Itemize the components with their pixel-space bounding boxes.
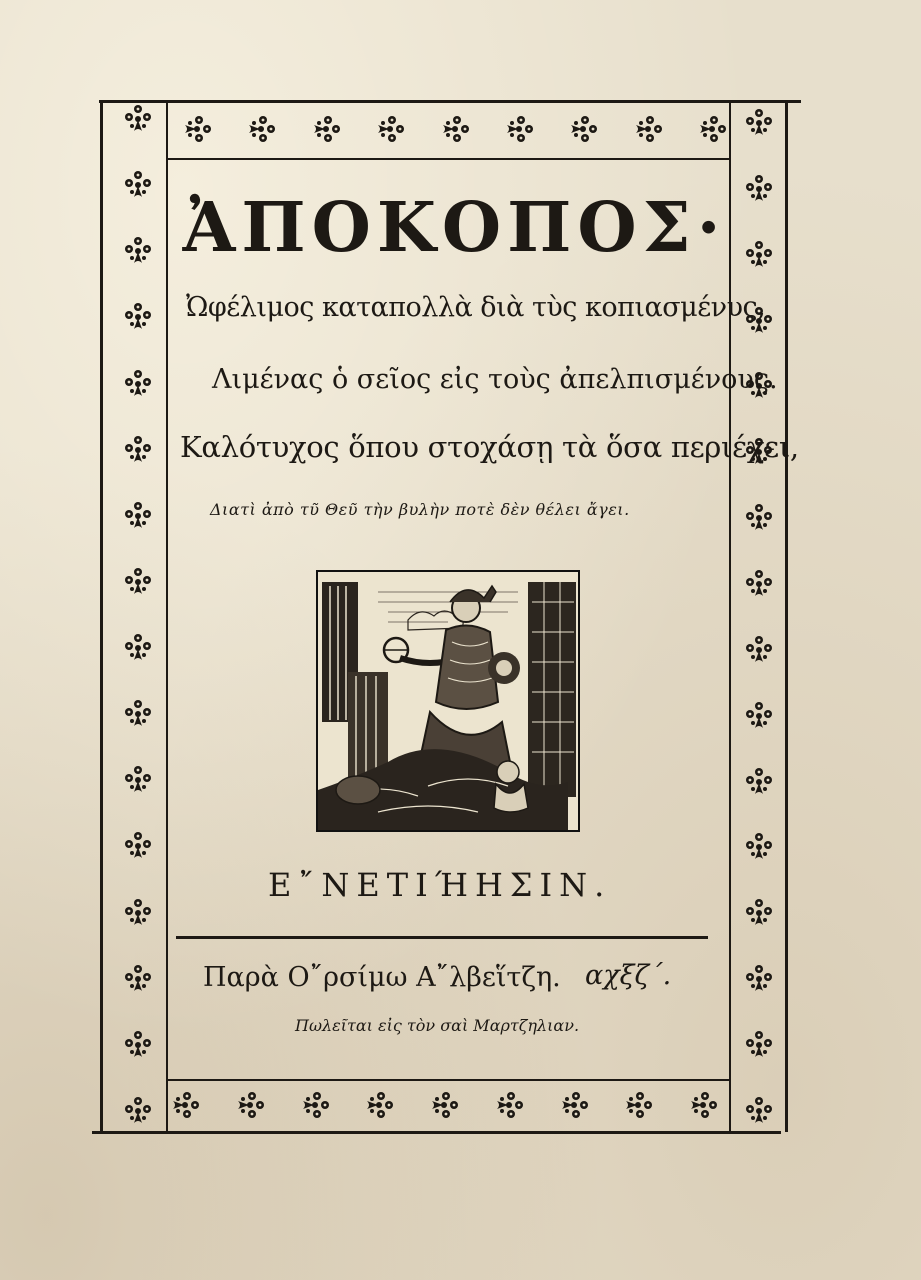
fleuron-icon — [235, 1090, 265, 1120]
fleuron-icon — [123, 170, 153, 200]
fleuron-icon — [504, 114, 534, 144]
fleuron-icon — [697, 114, 727, 144]
fleuron-icon — [246, 114, 276, 144]
fleuron-icon — [744, 832, 774, 862]
inner-top-rule — [168, 158, 729, 160]
fleuron-icon — [123, 567, 153, 597]
fleuron-icon — [744, 108, 774, 138]
verse-line-2: Λιμένας ὁ σεῖος εἰς τοὺς ἀπελπισμένους. — [212, 364, 778, 395]
fleuron-icon — [170, 1090, 200, 1120]
fleuron-icon — [123, 898, 153, 928]
fleuron-icon — [623, 1090, 653, 1120]
verse-line-3: Καλότυχος ὅπου στοχάσῃ τὰ ὅσα περιέχει, — [180, 430, 799, 464]
inner-right-rule — [729, 103, 731, 1131]
fleuron-icon — [123, 699, 153, 729]
fleuron-icon — [559, 1090, 589, 1120]
imprint-place: Ε῎ΝΕΤΙΉΗΣΙΝ. — [268, 866, 612, 904]
fleuron-icon — [688, 1090, 718, 1120]
fleuron-icon — [311, 114, 341, 144]
fleuron-icon — [440, 114, 470, 144]
fleuron-icon — [744, 701, 774, 731]
woodcut-illustration — [316, 570, 580, 832]
imprint-printer: Παρὰ Ο῎ρσίμω Α῎λβεἵτζη. — [203, 962, 561, 993]
fleuron-icon — [123, 1096, 153, 1126]
imprint-sold-at: Πωλεῖται εἰς τὸν σαὶ Μαρτζηλιαν. — [295, 1016, 580, 1035]
frame-left-rule — [100, 100, 103, 1132]
fleuron-icon — [123, 831, 153, 861]
verse-line-1: Ὠφέλιμος καταπολλὰ διὰ τὺς κοπιασμένυς, — [186, 292, 766, 323]
fleuron-icon — [123, 302, 153, 332]
fleuron-icon — [123, 435, 153, 465]
fleuron-icon — [568, 114, 598, 144]
fleuron-icon — [300, 1090, 330, 1120]
fleuron-icon — [364, 1090, 394, 1120]
ornament-border-right — [739, 108, 779, 1126]
fleuron-icon — [744, 569, 774, 599]
fleuron-icon — [744, 767, 774, 797]
fleuron-icon — [744, 240, 774, 270]
fleuron-icon — [123, 1030, 153, 1060]
frame-right-rule — [785, 102, 788, 1132]
fleuron-icon — [744, 635, 774, 665]
fleuron-icon — [633, 114, 663, 144]
ornament-border-left — [118, 104, 158, 1126]
ornament-border-top — [182, 112, 727, 146]
imprint-year: αχξζ΄. — [585, 960, 672, 991]
book-title: ἈΠΟΚΟΠΟΣ· — [182, 188, 727, 268]
fleuron-icon — [375, 114, 405, 144]
fleuron-icon — [744, 1030, 774, 1060]
fleuron-icon — [744, 1096, 774, 1126]
fleuron-icon — [744, 174, 774, 204]
fleuron-icon — [123, 633, 153, 663]
verse-line-4: Διατὶ ἀπὸ τῦ Θεῦ τὴν βυλὴν ποτὲ δὲν θέλει ἄγει. — [210, 500, 630, 519]
fleuron-icon — [182, 114, 212, 144]
inner-left-rule — [166, 103, 168, 1131]
inner-bottom-rule — [168, 1079, 729, 1081]
ornament-border-bottom — [170, 1088, 718, 1122]
fleuron-icon — [123, 236, 153, 266]
fleuron-icon — [744, 898, 774, 928]
fleuron-icon — [123, 104, 153, 134]
fleuron-icon — [123, 501, 153, 531]
imprint-rule — [176, 936, 708, 939]
frame-bottom-rule — [92, 1131, 781, 1134]
fleuron-icon — [123, 369, 153, 399]
fleuron-icon — [494, 1090, 524, 1120]
fleuron-icon — [123, 765, 153, 795]
fleuron-icon — [123, 964, 153, 994]
fleuron-icon — [744, 964, 774, 994]
frame-top-rule — [99, 100, 801, 103]
fleuron-icon — [744, 503, 774, 533]
fleuron-icon — [429, 1090, 459, 1120]
